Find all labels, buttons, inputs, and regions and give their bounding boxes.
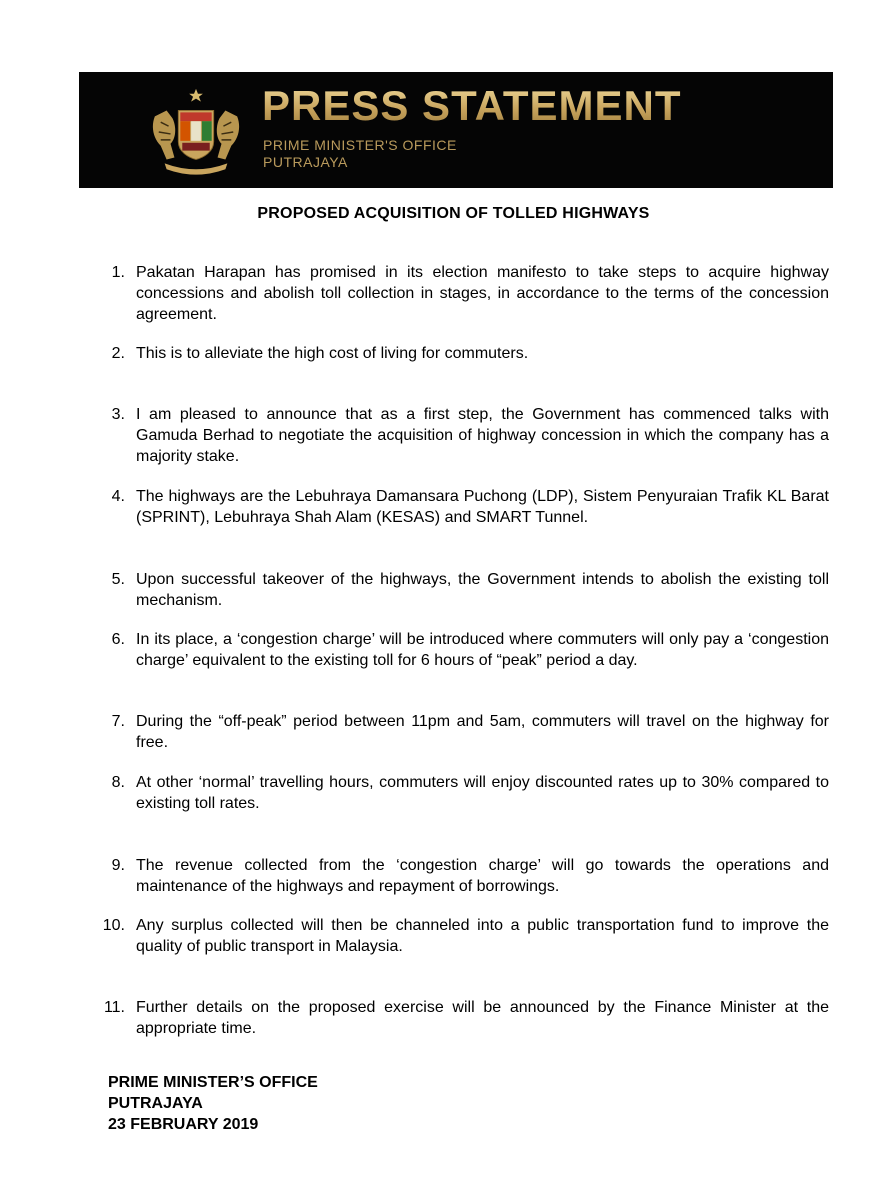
item-text: The highways are the Lebuhraya Damansara Puchong (LDP), Sistem Penyuraian Trafik KL Barat (SPRINT), Lebuhraya Shah Alam (KESAS) and SMART Tunnel. <box>136 488 829 526</box>
item-text: At other ‘normal’ travelling hours, commuters will enjoy discounted rates up to 30% compared to existing toll rates. <box>136 774 829 812</box>
footer-place: PUTRAJAYA <box>108 1095 203 1112</box>
footer-date: 23 FEBRUARY 2019 <box>108 1116 259 1133</box>
press-statement-banner <box>79 72 833 188</box>
item-text: Upon successful takeover of the highways, the Government intends to abolish the existing toll mechanism. <box>136 571 829 609</box>
item-text: In its place, a ‘congestion charge’ will be introduced where commuters will only pay a ‘congestion charge’ equivalent to the existing toll for 6 hours of “peak” period a day. <box>136 631 829 669</box>
item-text: This is to alleviate the high cost of living for commuters. <box>136 345 529 362</box>
item-number: 2. <box>111 345 125 362</box>
item-number: 3. <box>111 406 125 423</box>
item-number: 6. <box>111 631 125 648</box>
item-text: Pakatan Harapan has promised in its election manifesto to take steps to acquire highway concessions and abolish toll collection in stages, in accordance to the terms of the concession agreement. <box>136 264 829 323</box>
coat-of-arms-icon <box>147 86 245 178</box>
item-number: 1. <box>111 264 125 281</box>
item-number: 11. <box>103 999 125 1016</box>
item-number: 4. <box>111 488 125 505</box>
item-number: 8. <box>111 774 125 791</box>
banner-title: PRESS STATEMENT <box>262 82 682 129</box>
banner-office: PRIME MINISTER'S OFFICE <box>263 137 457 153</box>
item-number: 5. <box>111 571 125 588</box>
item-number: 10. <box>102 917 125 934</box>
item-number: 9. <box>111 857 125 874</box>
item-text: I am pleased to announce that as a first step, the Government has commenced talks with Gamuda Berhad to negotiate the acquisition of highway concession in which the company has a majority stake. <box>136 406 829 465</box>
banner-location: PUTRAJAYA <box>263 154 348 170</box>
item-number: 7. <box>111 713 125 730</box>
item-text: Further details on the proposed exercise will be announced by the Finance Minister at the appropriate time. <box>136 999 829 1037</box>
document-title: PROPOSED ACQUISITION OF TOLLED HIGHWAYS <box>257 205 650 222</box>
item-text: The revenue collected from the ‘congestion charge’ will go towards the operations and maintenance of the highways and repayment of borrowings. <box>136 857 829 895</box>
item-text: During the “off-peak” period between 11pm and 5am, commuters will travel on the highway for free. <box>136 713 829 751</box>
item-text: Any surplus collected will then be channeled into a public transportation fund to improve the quality of public transport in Malaysia. <box>136 917 829 955</box>
signature-block <box>108 1072 318 1135</box>
footer-office: PRIME MINISTER’S OFFICE <box>108 1074 318 1091</box>
